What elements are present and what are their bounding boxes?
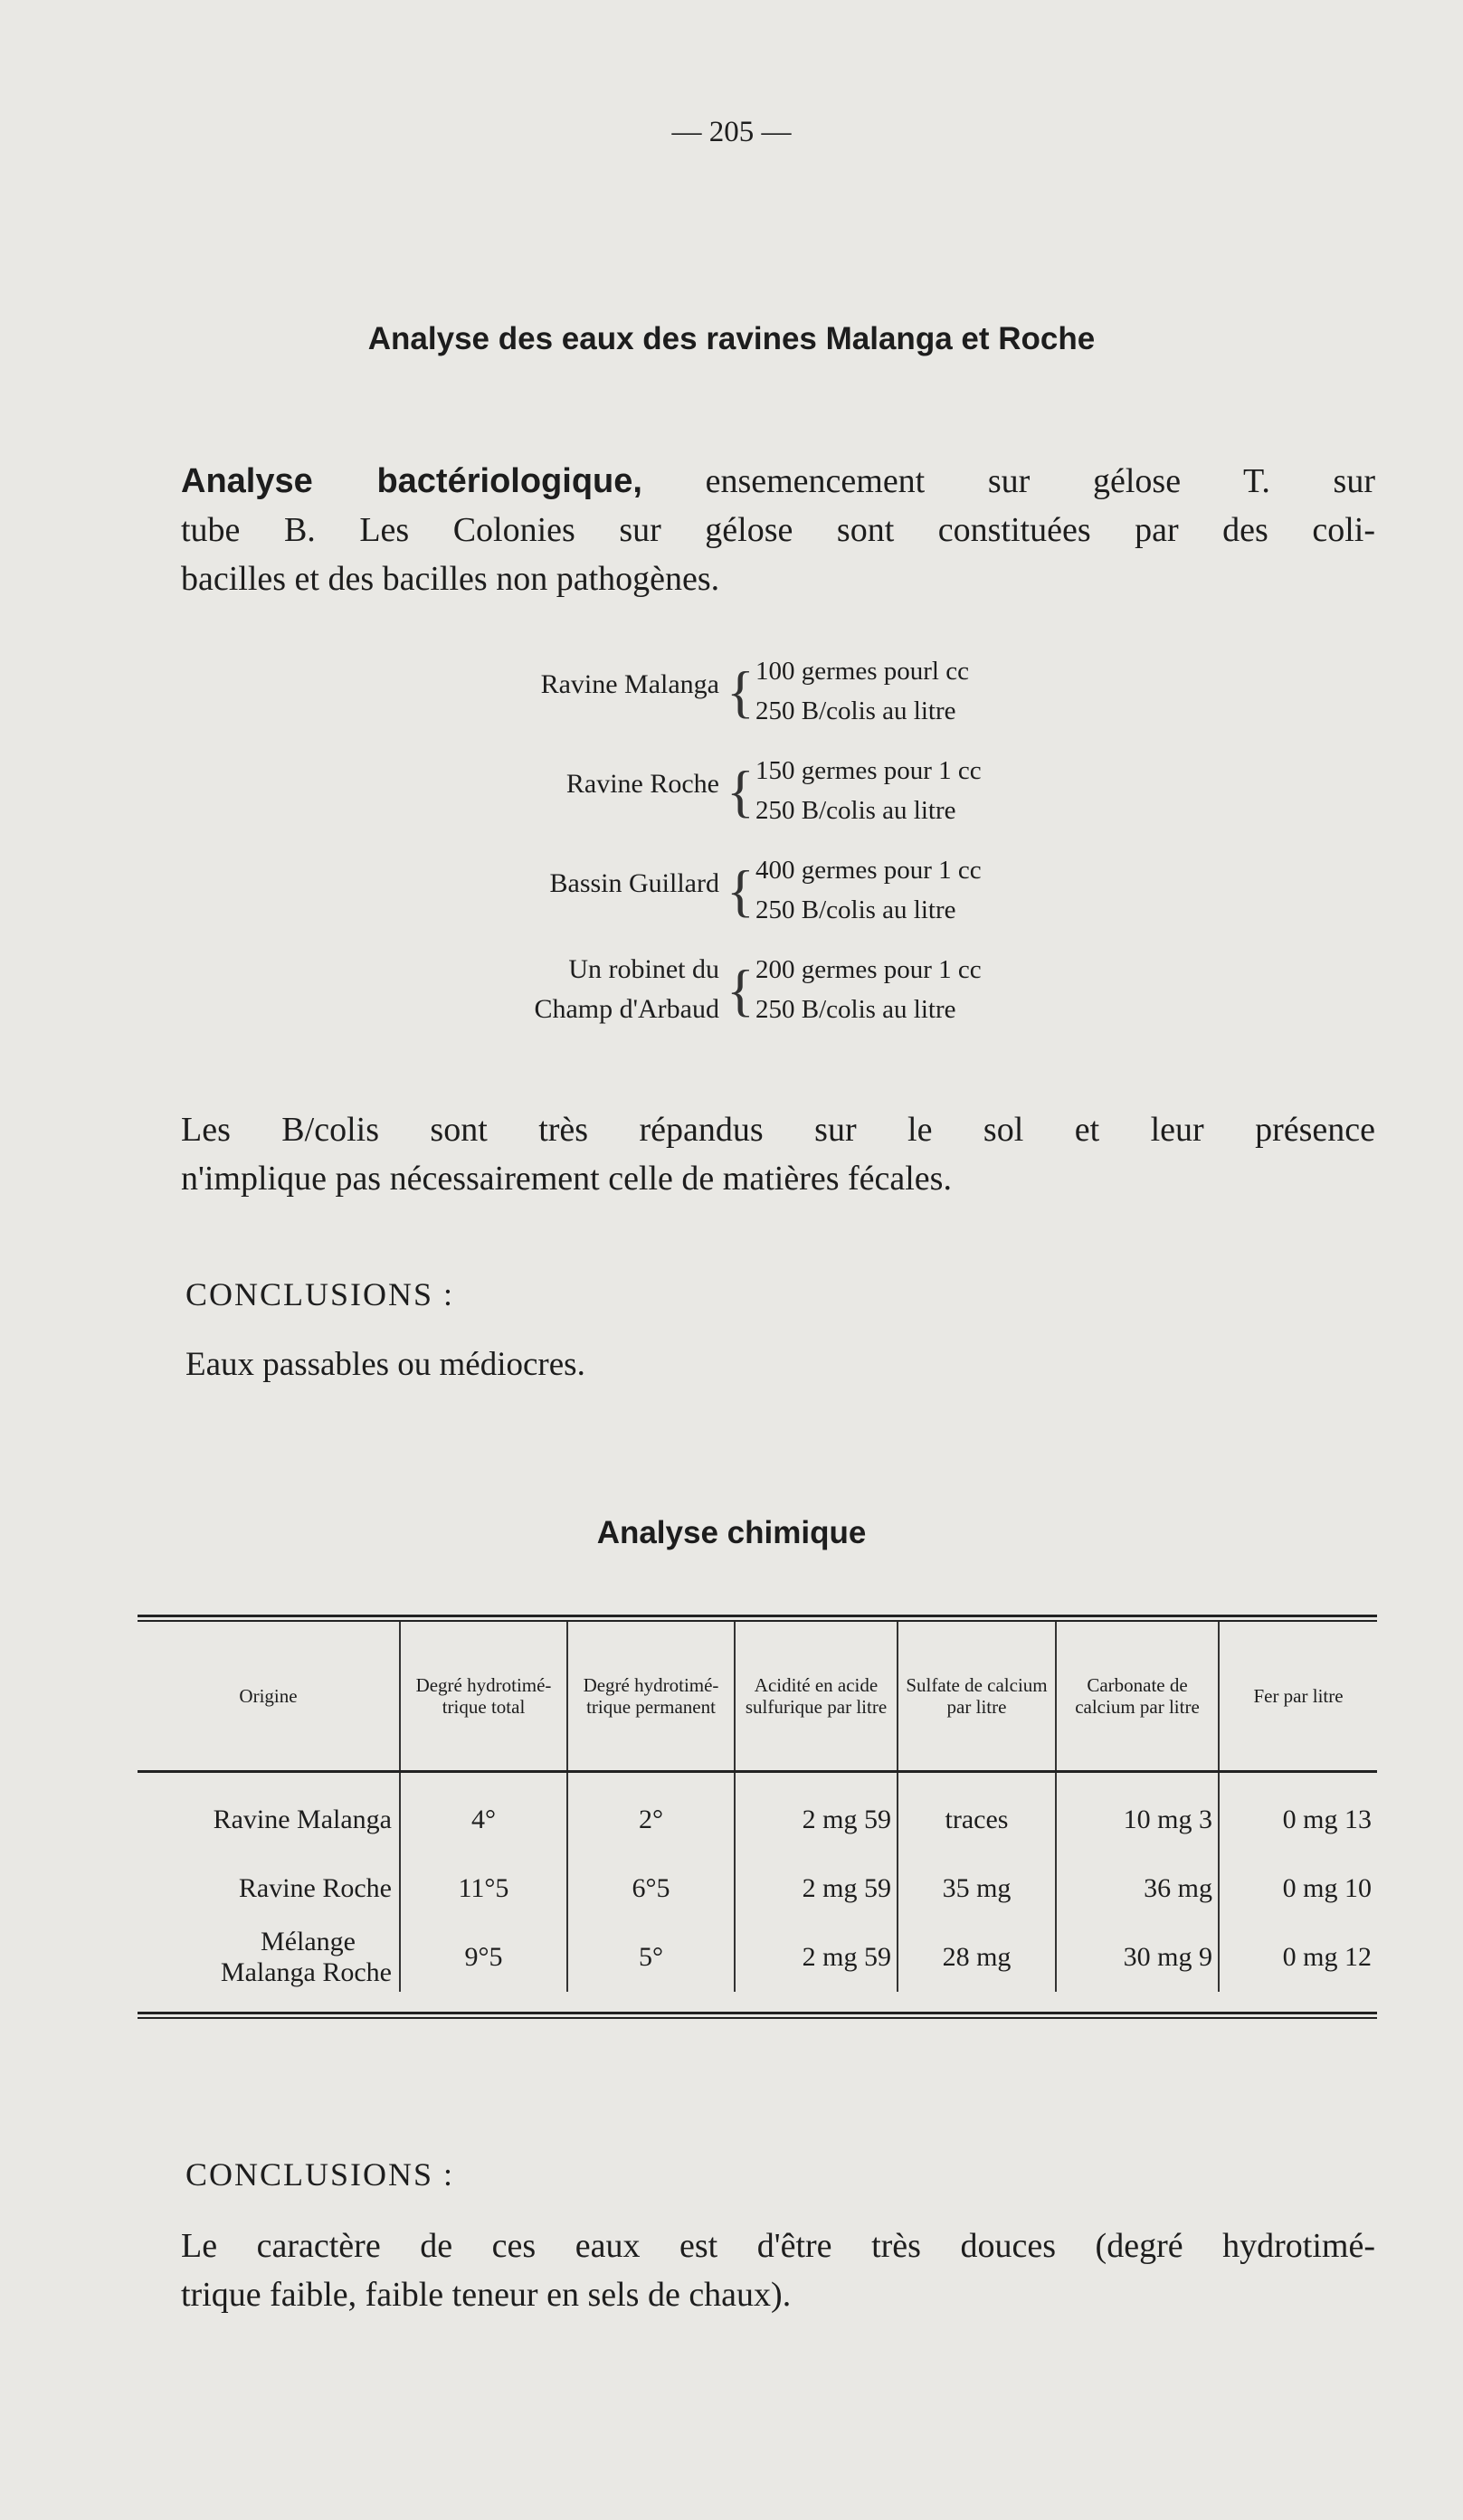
sample-row	[457, 751, 1090, 832]
header-degre-total: Degré hydrotimé- trique total	[400, 1622, 567, 1772]
cell-sulfate: 35 mg	[898, 1854, 1056, 1923]
bacterio-line-2: tube B. Les Colonies sur gélose sont constituées par des coli-	[181, 511, 1375, 549]
table-header-row	[138, 1622, 1377, 1772]
sample-bcolis: 250 B/colis au litre	[755, 796, 956, 825]
cell-permanent: 5°	[567, 1923, 735, 1992]
cell-fer: 0 mg 13	[1219, 1772, 1377, 1855]
page-number: — 205 —	[671, 116, 792, 148]
header-fer: Fer par litre	[1219, 1622, 1377, 1772]
cell-origine: Ravine Malanga	[213, 1805, 392, 1834]
sample-label: Bassin Guillard	[549, 868, 719, 898]
cell-total: 4°	[400, 1772, 567, 1855]
sample-values	[755, 751, 1099, 830]
cell-origine	[138, 1923, 400, 1992]
cell-permanent: 2°	[567, 1772, 735, 1855]
cell-acidite: 2 mg 59	[735, 1923, 898, 1992]
cell-acidite: 2 mg 59	[735, 1772, 898, 1855]
conclusions2-line-1: Le caractère de ces eaux est d'être très douces (degré hydrotimé-	[181, 2227, 1375, 2265]
table-row	[138, 1854, 1377, 1923]
bacterio-line-1-rest: ensemencement sur gélose T. sur	[641, 462, 1375, 500]
cell-total: 9°5	[400, 1923, 567, 1992]
cell-fer: 0 mg 12	[1219, 1923, 1377, 1992]
sample-label	[457, 950, 719, 1029]
cell-carbonate: 36 mg	[1056, 1854, 1219, 1923]
conclusions2-line-2: trique faible, faible teneur en sels de chaux).	[181, 2276, 792, 2314]
table-top-rule	[138, 1615, 1377, 1622]
sample-bcolis: 250 B/colis au litre	[755, 895, 956, 924]
table-bottom-rule	[138, 2012, 1377, 2019]
cell-acidite: 2 mg 59	[735, 1854, 898, 1923]
table-row	[138, 1923, 1377, 1992]
chemical-table	[138, 1615, 1377, 2019]
conclusions-text: Eaux passables ou médiocres.	[185, 1346, 585, 1383]
brace: {	[727, 759, 755, 823]
cell-origine: Ravine Roche	[238, 1873, 392, 1903]
sample-germs: 400 germes pour 1 cc	[755, 856, 982, 885]
sample-row	[457, 850, 1090, 932]
cell-origine-line-2: Malanga Roche	[220, 1957, 392, 1987]
sample-label-line-1: Un robinet du	[568, 954, 719, 984]
sample-germs: 100 germes pourl cc	[755, 657, 969, 686]
cell-origine-line-1: Mélange	[261, 1927, 356, 1956]
cell-sulfate: traces	[898, 1772, 1056, 1855]
sample-germs: 200 germes pour 1 cc	[755, 955, 982, 984]
bacterio-lead: Analyse bactériologique,	[181, 462, 642, 500]
brace: {	[727, 958, 755, 1022]
cell-sulfate: 28 mg	[898, 1923, 1056, 1992]
header-acidite: Acidité en acide sulfurique par litre	[735, 1622, 898, 1772]
header-sulfate: Sulfate de calcium par litre	[898, 1622, 1056, 1772]
sample-label-line-2: Champ d'Arbaud	[534, 994, 719, 1024]
sample-row	[457, 950, 1090, 1031]
header-degre-permanent: Degré hydrotimé- trique permanent	[567, 1622, 735, 1772]
chemical-analysis-title: Analyse chimique	[596, 1515, 867, 1550]
cell-carbonate: 30 mg 9	[1056, 1923, 1219, 1992]
header-carbonate: Carbonate de calcium par litre	[1056, 1622, 1219, 1772]
conclusions-heading-2: CONCLUSIONS :	[185, 2156, 455, 2193]
bacteriological-paragraph	[181, 457, 1375, 603]
sample-row	[457, 651, 1090, 733]
sample-values	[755, 850, 1099, 930]
cell-permanent: 6°5	[567, 1854, 735, 1923]
bcolis-line-2: n'implique pas nécessairement celle de matières fécales.	[181, 1160, 952, 1198]
bacterio-line-3: bacilles et des bacilles non pathogènes.	[181, 560, 720, 598]
cell-total: 11°5	[400, 1854, 567, 1923]
conclusions-paragraph-2	[181, 2222, 1375, 2319]
brace: {	[727, 858, 755, 923]
sample-bcolis: 250 B/colis au litre	[755, 696, 956, 725]
bacterio-line-1	[181, 457, 1375, 506]
conclusions-heading: CONCLUSIONS :	[185, 1276, 455, 1312]
header-origine: Origine	[138, 1622, 400, 1772]
table-row	[138, 1772, 1377, 1855]
brace: {	[727, 659, 755, 724]
bcolis-paragraph	[181, 1105, 1375, 1203]
cell-carbonate: 10 mg 3	[1056, 1772, 1219, 1855]
sample-label: Ravine Malanga	[540, 669, 719, 699]
sample-bcolis: 250 B/colis au litre	[755, 995, 956, 1024]
cell-fer: 0 mg 10	[1219, 1854, 1377, 1923]
sample-germs: 150 germes pour 1 cc	[755, 756, 982, 785]
page-title: Analyse des eaux des ravines Malanga et Roche	[367, 321, 1096, 356]
bcolis-line-1: Les B/colis sont très répandus sur le sol et leur présence	[181, 1111, 1375, 1149]
sample-values	[755, 950, 1099, 1029]
sample-values	[755, 651, 1099, 731]
sample-label: Ravine Roche	[565, 769, 719, 799]
